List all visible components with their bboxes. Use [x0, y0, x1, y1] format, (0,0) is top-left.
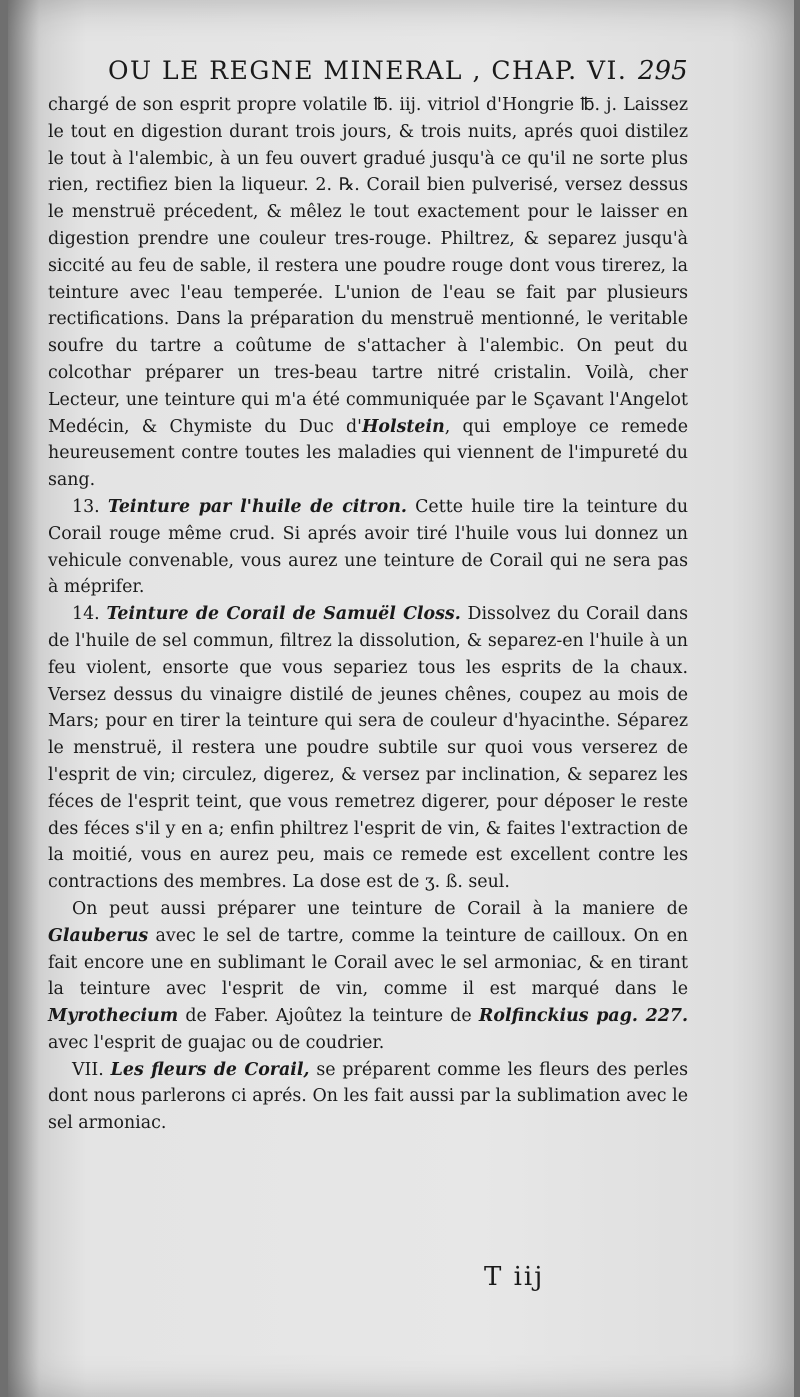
- paragraph-vii: [48, 1057, 688, 1137]
- paragraph-1-text: chargé de son esprit propre volatile ℔. iij. vitriol d'Hongrie ℔. j. Laissez le tout en digestion durant trois jours, & trois nuits, aprés quoi distilez le tout à l'alembic, à un feu ouvert gradué jusqu'à ce qu'il ne sorte plus rien, rectifiez bien la liqueur. 2. ℞. Corail bien pulverisé, versez dessus le menstruë précedent, & mêlez le tout exactement pour le laisser en digestion prendre une couleur tres-rouge. Philtrez, & separez jusqu'à siccité au feu de sable, il restera une poudre rouge dont vous tirerez, la teinture avec l'eau temperée. L'union de l'eau se fait par plusieurs rectifications. Dans la préparation du menstruë mentionné, le veritable soufre du tartre a coûtume de s'attacher à l'alembic. On peut du colcothar préparer un tres-beau tartre nitré cristalin. Voilà, cher Lecteur, une teinture qui m'a été communiquée par le Sçavant l'Angelot Medécin, & Chymiste du Duc d': [48, 95, 688, 437]
- myrothecium-italic: Myrothecium: [48, 1006, 179, 1027]
- paragraph-13-text: Cette huile tire la teinture du Corail rouge même crud. Si aprés avoir tiré l'huile vous lui donnez un vehicule convenable, vous aurez une teinture de Corail qui ne sera pas à méprifer.: [48, 496, 689, 598]
- paragraph-1: [48, 92, 688, 494]
- section-number: 13.: [72, 496, 100, 517]
- section-number: VII.: [72, 1059, 104, 1080]
- section-title: Teinture de Corail de Samuël Closs.: [106, 604, 461, 625]
- paragraph-14: [48, 601, 688, 896]
- page-body: [48, 92, 688, 1137]
- paragraph-text: avec le sel de tartre, comme la teinture de cailloux. On en fait encore une en sublimant le Corail avec le sel armoniac, & en tirant la teinture avec l'esprit de vin, comme il est marqué dans le: [48, 925, 688, 1000]
- paragraph-14-text: Dissolvez du Corail dans de l'huile de sel commun, filtrez la dissolution, & separez-en l'huile à un feu violent, ensorte que vous separiez tous les esprits de la chaux. Versez dessus du vinaigre distilé de jeunes chênes, coupez au mois de Mars; pour en tirer la teinture qui sera de couleur d'hyacinthe. Séparez le menstruë, il restera une poudre subtile sur quoi vous verserez de l'esprit de vin; circulez, digerez, & versez par inclination, & separez les féces de l'esprit teint, que vous remetrez digerer, pour déposer le reste des féces s'il y en a; enfin philtrez l'esprit de vin, & faites l'extraction de la moitié, vous en aurez peu, mais ce remede est excellent contre les contractions des membres. La dose est de ʒ. ß. seul.: [48, 604, 688, 893]
- paragraph-text: de Faber. Ajoûtez la teinture de: [178, 1006, 479, 1027]
- paragraph-text: On peut aussi préparer une teinture de Corail à la maniere de: [72, 898, 688, 919]
- signature-mark: T iij: [484, 1262, 545, 1292]
- rolfinckius-italic: Rolfinckius pag. 227.: [478, 1006, 689, 1027]
- holstein-italic: Holstein: [361, 416, 445, 437]
- paragraph-1-end: , qui employe ce remede heureusement contre toutes les maladies qui viennent de l'impureté du sang.: [48, 416, 688, 491]
- paragraph-vii-text: se préparent comme les fleurs des perles dont nous parlerons ci aprés. On les fait aussi par la sublimation avec le sel armoniac.: [48, 1059, 689, 1134]
- book-page: [8, 0, 794, 1397]
- section-title: Teinture par l'huile de citron.: [107, 496, 407, 517]
- glauberus-italic: Glauberus: [48, 925, 149, 946]
- paragraph-glauberus: [48, 896, 688, 1057]
- page-number: 295: [638, 56, 688, 86]
- paragraph-text: avec l'esprit de guajac ou de coudrier.: [48, 1032, 385, 1053]
- section-title: Les fleurs de Corail,: [110, 1059, 310, 1080]
- running-title: OU LE REGNE MINERAL , CHAP. VI.: [108, 56, 628, 85]
- paragraph-13: [48, 494, 688, 601]
- section-number: 14.: [72, 604, 100, 625]
